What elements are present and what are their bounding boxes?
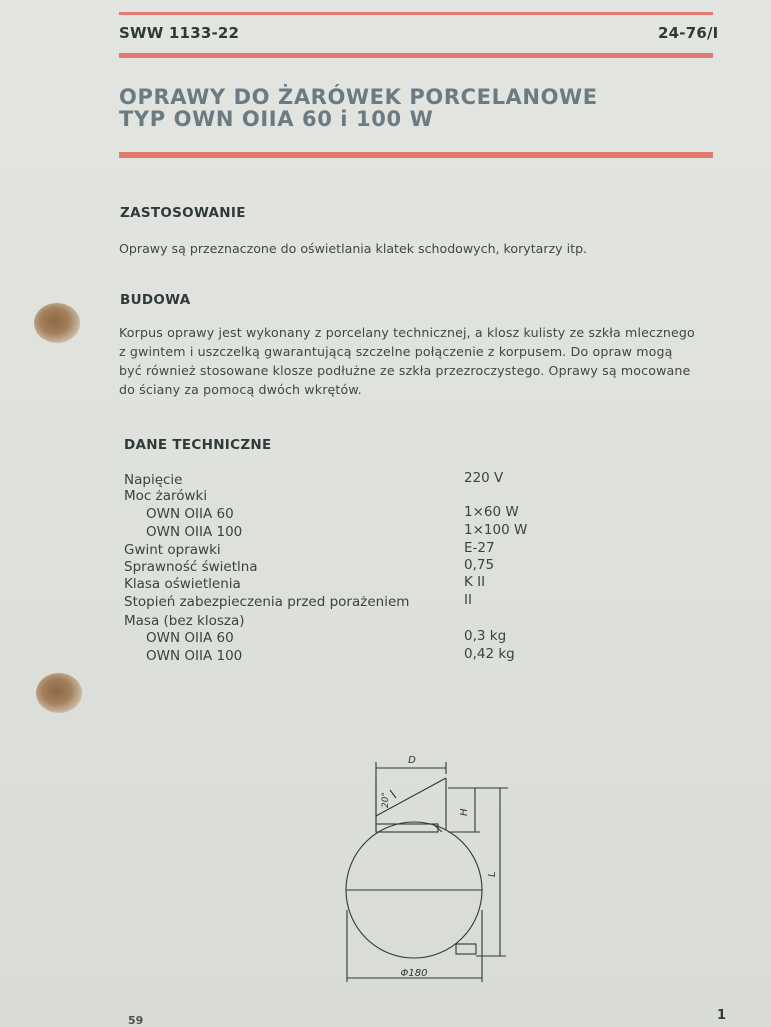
page-number-left: 59: [128, 1014, 144, 1027]
standard-code: SWW 1133-22: [119, 24, 240, 42]
header-bottom-rule: [119, 53, 713, 58]
tech-label: Gwint oprawki: [124, 542, 221, 558]
tech-value: 1×60 W: [464, 504, 519, 520]
page-number-right: 1: [717, 1008, 727, 1023]
tech-value: 0,3 kg: [464, 628, 507, 644]
tech-label: OWN OIIA 100: [146, 524, 243, 540]
lamp-technical-drawing: [330, 750, 520, 986]
section-heading-dane-techniczne: DANE TECHNICZNE: [124, 437, 272, 453]
header-top-rule: [119, 12, 713, 15]
dim-d-label: D: [408, 755, 416, 766]
angle-label: 20°: [381, 792, 391, 808]
tech-label: Klasa oświetlenia: [124, 576, 241, 592]
tech-label: Moc żarówki: [124, 488, 208, 504]
tech-value: 1×100 W: [464, 522, 528, 538]
tech-label: OWN OIIA 60: [146, 506, 234, 522]
tech-value: 0,75: [464, 557, 495, 573]
punch-hole-bottom: [36, 673, 82, 713]
budowa-line: być również stosowane klosze podłużne ze szkła przezroczystego. Oprawy są mocowane: [119, 363, 691, 378]
tech-value: 220 V: [464, 470, 504, 486]
tech-label: Napięcie: [124, 472, 183, 488]
section-heading-budowa: BUDOWA: [120, 292, 191, 308]
punch-hole-top: [34, 303, 80, 343]
title-line-2: TYP OWN OIIA 60 i 100 W: [119, 107, 434, 131]
tech-value: 0,42 kg: [464, 646, 515, 662]
sheet-code: 24-76/I: [658, 24, 719, 42]
tech-label: OWN OIIA 60: [146, 630, 234, 646]
dim-h-label: H: [459, 808, 470, 816]
tech-label: OWN OIIA 100: [146, 648, 243, 664]
dim-l-label: L: [487, 871, 498, 877]
document-title: [119, 86, 598, 130]
budowa-line: Korpus oprawy jest wykonany z porcelany technicznej, a klosz kulisty ze szkła mlecznego: [119, 325, 695, 340]
budowa-text: [119, 323, 695, 399]
title-line-1: OPRAWY DO ŻARÓWEK PORCELANOWE: [119, 85, 598, 109]
tech-value: K II: [464, 574, 486, 590]
tech-value: II: [464, 592, 472, 608]
tech-label: Sprawność świetlna: [124, 559, 258, 575]
tech-value: E-27: [464, 540, 495, 556]
zastosowanie-text: Oprawy są przeznaczone do oświetlania klatek schodowych, korytarzy itp.: [119, 241, 588, 256]
diameter-label: Φ180: [400, 968, 428, 979]
tech-label: Masa (bez klosza): [124, 613, 245, 629]
tech-label: Stopień zabezpieczenia przed porażeniem: [124, 594, 410, 610]
budowa-line: z gwintem i uszczelką gwarantującą szczelne połączenie z korpusem. Do opraw mogą: [119, 344, 673, 359]
title-rule: [119, 152, 713, 158]
budowa-line: do ściany za pomocą dwóch wkrętów.: [119, 382, 362, 397]
section-heading-zastosowanie: ZASTOSOWANIE: [120, 205, 246, 221]
